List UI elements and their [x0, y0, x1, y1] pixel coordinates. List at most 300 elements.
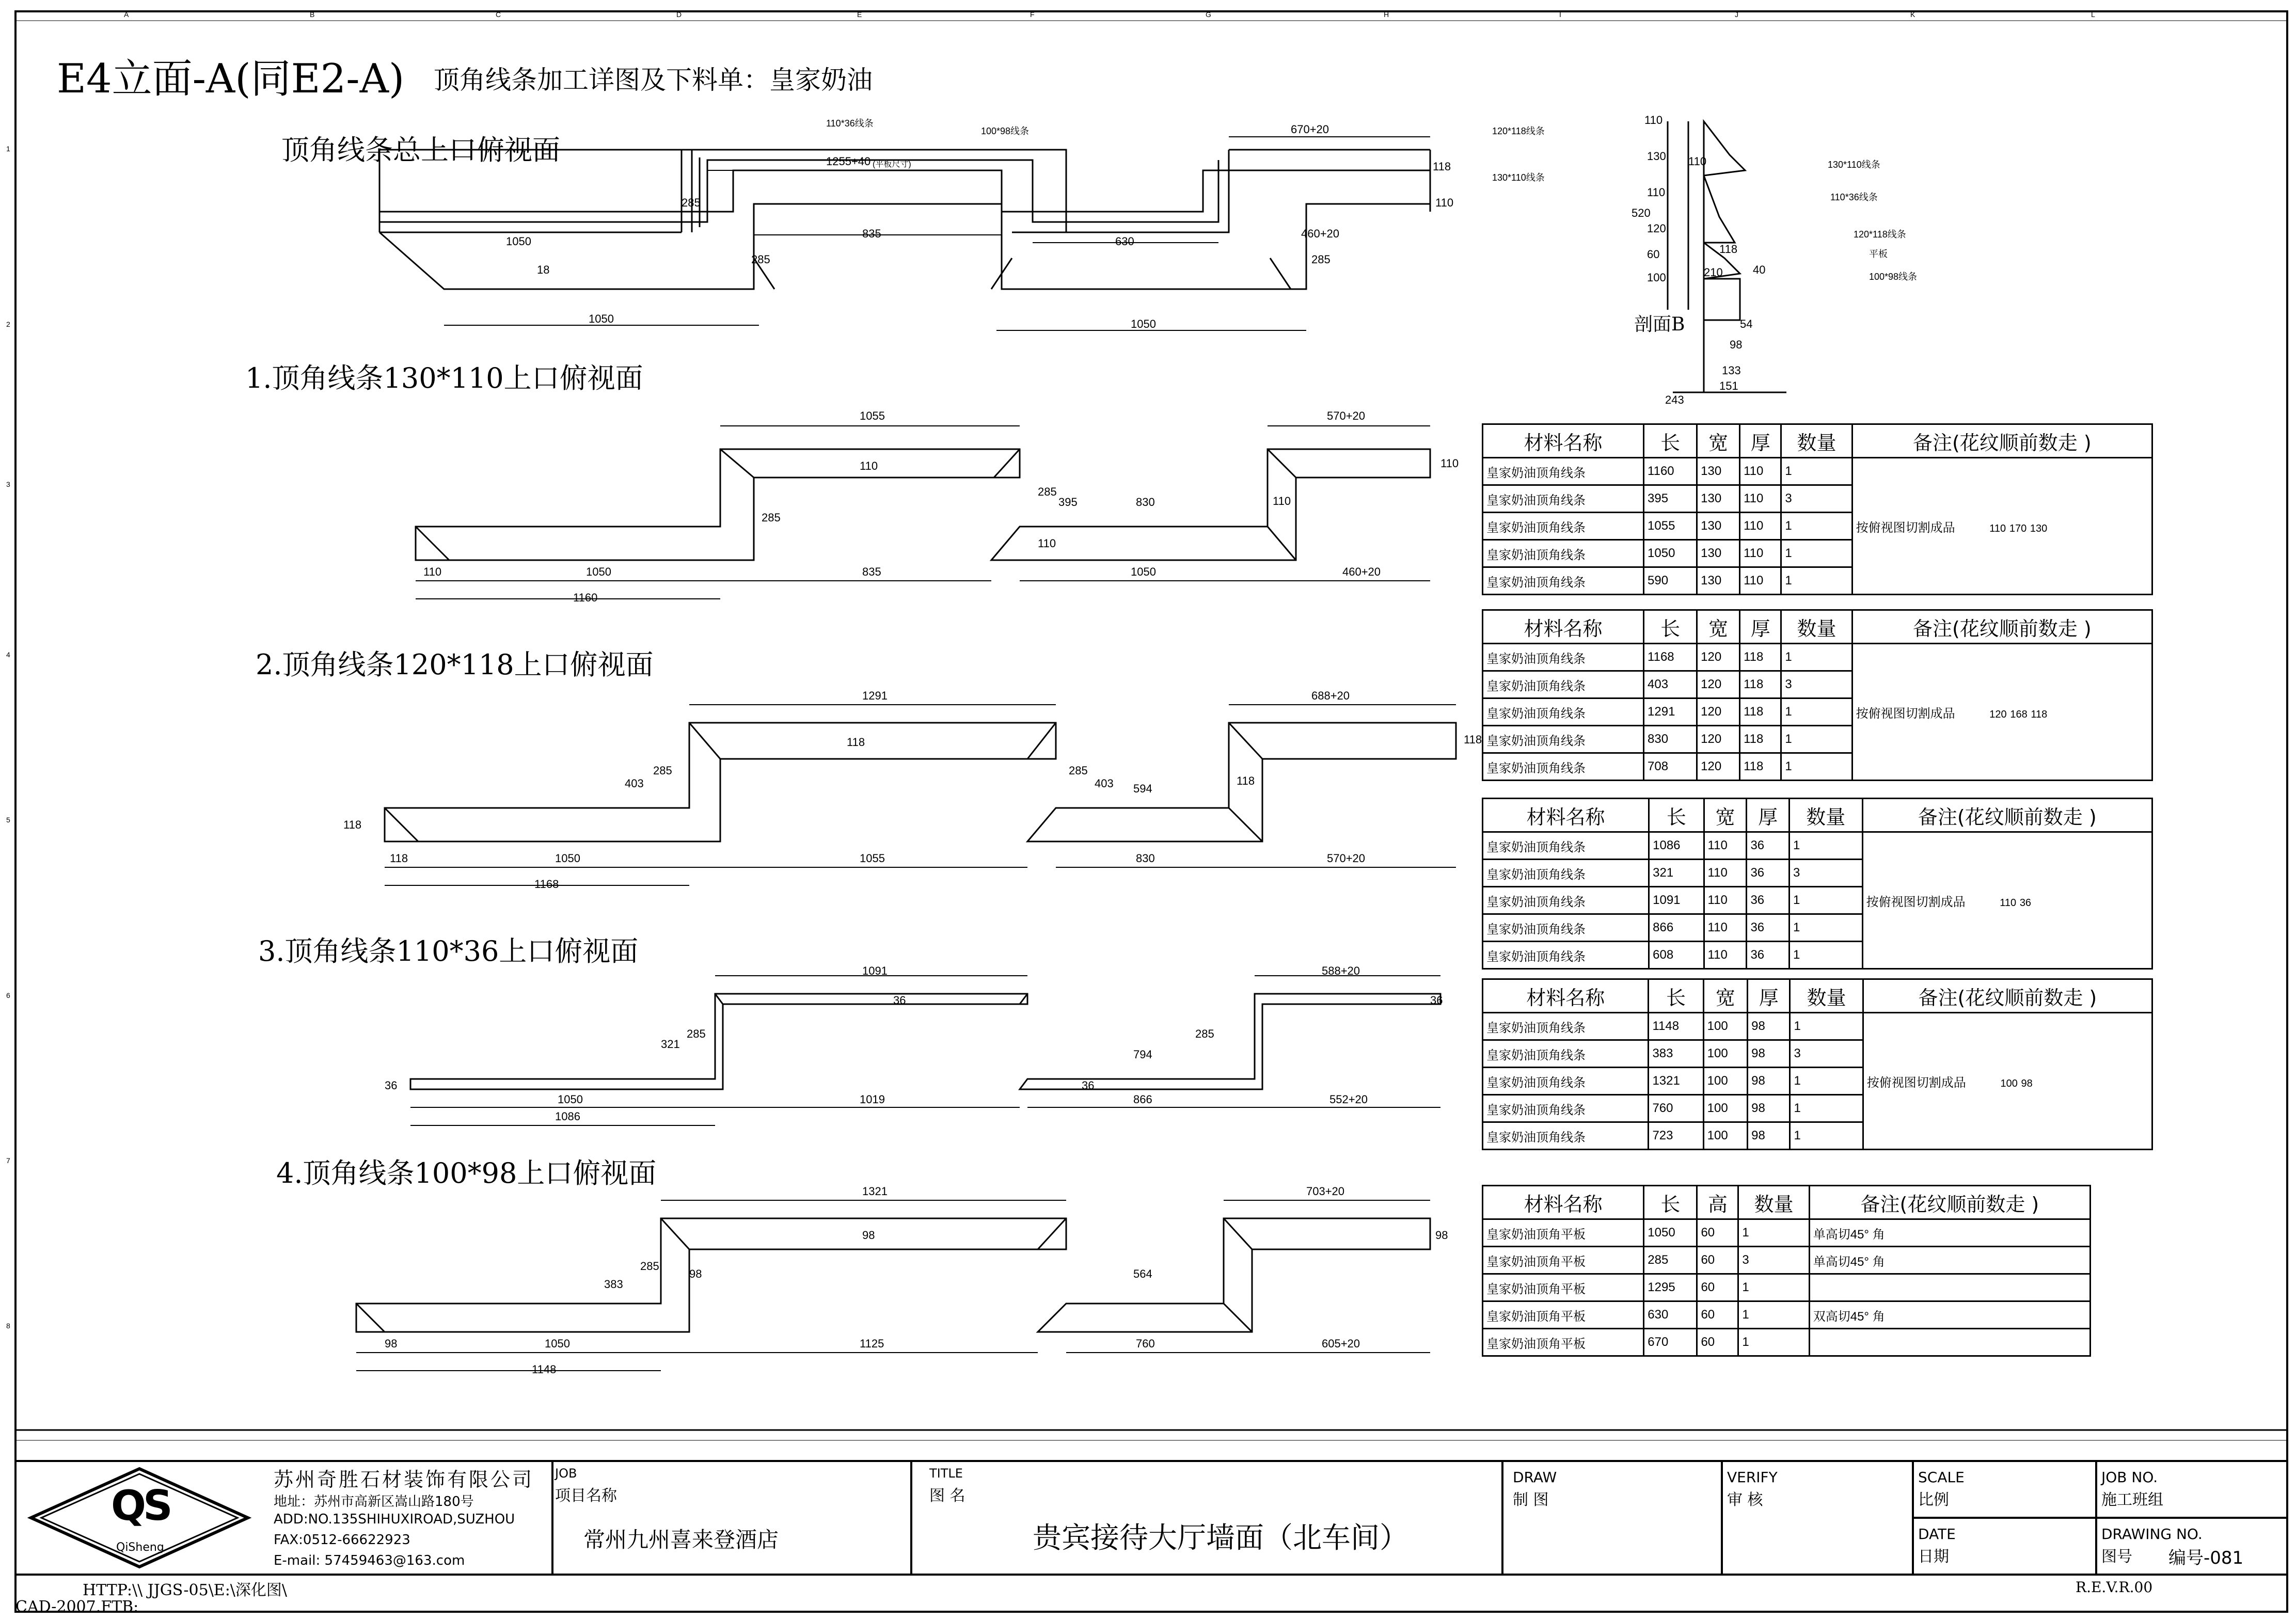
cell: 1 — [1789, 942, 1862, 969]
view1-dim: 110 — [1440, 457, 1459, 470]
cell: 1 — [1781, 644, 1852, 671]
view1-title: 1.顶角线条130*110上口俯视面 — [245, 362, 643, 394]
view4-dim: 1125 — [860, 1337, 884, 1350]
cell: 1 — [1790, 1068, 1863, 1095]
grid-col-label: F — [1030, 10, 1035, 19]
th: 备注(花纹顺前数走 ) — [1809, 1186, 2090, 1219]
th: 长 — [1644, 1186, 1697, 1219]
profile-dim: 168 — [2010, 708, 2028, 720]
cell: 110 — [1704, 914, 1747, 942]
section-dim: 110 — [1647, 186, 1666, 199]
section-dim: 60 — [1647, 248, 1660, 261]
cell: 皇家奶油顶角线条 — [1483, 513, 1644, 540]
cell: 110 — [1740, 458, 1781, 485]
profile-dim: 170 — [2009, 522, 2027, 534]
th: 备注(花纹顺前数走 ) — [1852, 424, 2152, 458]
view4-dim: 285 — [640, 1260, 659, 1273]
th: 数量 — [1789, 799, 1862, 832]
grid-col-label: D — [676, 10, 682, 19]
section-callout: 120*118线条 — [1854, 229, 1906, 240]
profile-dim: 118 — [2031, 708, 2048, 720]
table-row — [1483, 1219, 2091, 1247]
cell: 1 — [1781, 513, 1852, 540]
cell: 118 — [1740, 698, 1781, 726]
cell: 1 — [1738, 1274, 1809, 1301]
note-text: 按俯视图切割成品 — [1866, 895, 1966, 909]
cell: 1 — [1781, 567, 1852, 595]
cell: 皇家奶油顶角线条 — [1483, 567, 1644, 595]
section-dim: 120 — [1647, 222, 1666, 235]
view3-dim: 866 — [1133, 1093, 1152, 1106]
plan-dim: 18 — [537, 263, 550, 276]
section-dim: 210 — [1704, 266, 1723, 279]
scale-label-cn: 比例 — [1918, 1491, 1949, 1509]
logo-sub: QiSheng — [116, 1541, 164, 1554]
cell: 118 — [1740, 726, 1781, 753]
view2-dim: 118 — [343, 818, 362, 831]
date-label: DATE — [1918, 1526, 1956, 1543]
th: 高 — [1697, 1186, 1738, 1219]
th: 备注(花纹顺前数走 ) — [1863, 979, 2152, 1013]
view1-dim: 110 — [1038, 537, 1056, 550]
cell: 60 — [1697, 1301, 1738, 1329]
scale-label: SCALE — [1918, 1469, 1965, 1486]
th: 宽 — [1704, 799, 1747, 832]
cell: 60 — [1697, 1247, 1738, 1274]
th: 材料名称 — [1483, 799, 1649, 832]
cell: 110 — [1740, 567, 1781, 595]
cell: 723 — [1649, 1122, 1703, 1150]
view3-dim: 36 — [1430, 994, 1443, 1007]
cell: 36 — [1747, 914, 1790, 942]
view2-title: 2.顶角线条120*118上口俯视面 — [256, 648, 654, 681]
cell: 1321 — [1649, 1068, 1703, 1095]
view1-dim: 830 — [1136, 496, 1155, 509]
section-callout: 130*110线条 — [1828, 160, 1880, 170]
th: 数量 — [1790, 979, 1863, 1013]
view1-dim: 110 — [423, 565, 442, 578]
view4-dim: 1321 — [862, 1185, 888, 1198]
view1-dim: 110 — [860, 459, 878, 472]
table-row — [1483, 832, 2152, 860]
th: 长 — [1649, 799, 1704, 832]
cell: 1055 — [1644, 513, 1697, 540]
view1-dim: 1050 — [586, 565, 611, 578]
cell: 皇家奶油顶角线条 — [1483, 458, 1644, 485]
view3-dim: 794 — [1133, 1048, 1152, 1061]
plan-dim: 118 — [1433, 160, 1451, 173]
plan-callout: 100*98线条 — [981, 126, 1030, 136]
plan-title: 顶角线条总上口俯视面 — [281, 134, 560, 166]
view1-dim: 460+20 — [1342, 565, 1381, 578]
table-row — [1483, 1013, 2152, 1040]
table-row — [1483, 1274, 2091, 1301]
cell: 1091 — [1649, 887, 1704, 914]
th: 厚 — [1747, 799, 1790, 832]
grid-row-label: 6 — [6, 991, 10, 999]
cell: 110 — [1740, 513, 1781, 540]
cell: 皇家奶油顶角平板 — [1483, 1301, 1644, 1329]
cell: 1050 — [1644, 1219, 1697, 1247]
cell: 100 — [1703, 1122, 1747, 1150]
th: 数量 — [1781, 610, 1852, 644]
section-dim: 130 — [1647, 150, 1666, 163]
note-text: 按俯视图切割成品 — [1866, 1075, 1966, 1090]
cell: 1160 — [1644, 458, 1697, 485]
section-dim: 151 — [1719, 379, 1738, 392]
cell: 100 — [1703, 1068, 1747, 1095]
profile-dim: 100 — [2000, 1077, 2018, 1089]
section-callout: 平板 — [1869, 249, 1888, 259]
th: 材料名称 — [1483, 979, 1649, 1013]
cell: 1 — [1738, 1329, 1809, 1356]
plan-dim: 285 — [751, 253, 770, 266]
view4-dim: 605+20 — [1322, 1337, 1360, 1350]
cell: 皇家奶油顶角平板 — [1483, 1274, 1644, 1301]
view4-dim: 98 — [689, 1267, 702, 1280]
plan-dim: 285 — [682, 196, 701, 209]
th: 备注(花纹顺前数走 ) — [1852, 610, 2152, 644]
profile-dim: 130 — [2030, 522, 2048, 534]
table-row — [1483, 1301, 2091, 1329]
th: 数量 — [1738, 1186, 1809, 1219]
cell: 110 — [1704, 860, 1747, 887]
th: 厚 — [1740, 424, 1781, 458]
section-label: 剖面B — [1634, 314, 1685, 335]
profile-dim: 120 — [1989, 708, 2007, 720]
table-row — [1483, 644, 2152, 671]
plan-callout: 110*36线条 — [826, 118, 874, 129]
view3-dim: 588+20 — [1322, 964, 1360, 977]
cell: 1086 — [1649, 832, 1704, 860]
view2-dim: 403 — [625, 777, 644, 790]
cell: 100 — [1703, 1095, 1747, 1122]
cell: 670 — [1644, 1329, 1697, 1356]
cell: 395 — [1644, 485, 1697, 513]
rev-info: R.E.V.R.00 — [2076, 1579, 2153, 1596]
view1-dim: 285 — [1038, 485, 1057, 498]
th: 材料名称 — [1483, 1186, 1644, 1219]
cell: 皇家奶油顶角线条 — [1483, 832, 1649, 860]
cell: 皇家奶油顶角线条 — [1483, 726, 1644, 753]
grid-row-label: 3 — [6, 480, 10, 488]
cell: 1148 — [1649, 1013, 1703, 1040]
view3-dim: 1019 — [860, 1093, 885, 1106]
cell: 1 — [1789, 887, 1862, 914]
cell: 1 — [1738, 1301, 1809, 1329]
cell: 皇家奶油顶角线条 — [1483, 671, 1644, 698]
cell: 866 — [1649, 914, 1704, 942]
cell: 皇家奶油顶角线条 — [1483, 914, 1649, 942]
cell: 110 — [1740, 485, 1781, 513]
plan-callout: 120*118线条 — [1492, 126, 1545, 136]
cell: 皇家奶油顶角平板 — [1483, 1329, 1644, 1356]
section-dim: 110 — [1644, 114, 1663, 126]
section-dim: 40 — [1753, 263, 1766, 276]
view2-dim: 118 — [847, 736, 865, 749]
cell: 130 — [1697, 458, 1740, 485]
view2-dim: 570+20 — [1327, 852, 1366, 865]
company-name: 苏州奇胜石材装饰有限公司 — [274, 1468, 534, 1491]
view1-dim: 1055 — [860, 409, 885, 422]
view2-dim: 118 — [1464, 733, 1482, 746]
view4-dim: 1050 — [545, 1337, 570, 1350]
cell: 1050 — [1644, 540, 1697, 567]
table-row — [1483, 1247, 2091, 1274]
plan-dim: 835 — [862, 227, 881, 240]
table-row — [1483, 1329, 2091, 1356]
cell: 60 — [1697, 1219, 1738, 1247]
cell: 1 — [1781, 540, 1852, 567]
cell: 皇家奶油顶角线条 — [1483, 942, 1649, 969]
job-label-cn: 项目名称 — [555, 1487, 617, 1505]
th: 材料名称 — [1483, 610, 1644, 644]
grid-col-label: G — [1206, 10, 1211, 19]
cell: 118 — [1740, 644, 1781, 671]
view4-dim: 760 — [1136, 1337, 1155, 1350]
cell: 皇家奶油顶角线条 — [1483, 753, 1644, 781]
grid-row-label: 4 — [6, 650, 10, 659]
grid-col-label: L — [2091, 10, 2095, 19]
cell — [1809, 1329, 2090, 1356]
view4-dim: 564 — [1133, 1267, 1152, 1280]
cell: 130 — [1697, 567, 1740, 595]
view4-title: 4.顶角线条100*98上口俯视面 — [276, 1157, 657, 1189]
material-table-1 — [1482, 423, 2153, 595]
grid-row-label: 1 — [6, 145, 10, 153]
view4-dim: 98 — [1435, 1229, 1448, 1242]
cad-info: CAD-2007.FTB: — [15, 1598, 139, 1616]
cell: 1 — [1781, 726, 1852, 753]
cell: 403 — [1644, 671, 1697, 698]
view3-lines — [410, 994, 1440, 1089]
view2-dim: 1055 — [860, 852, 885, 865]
cell: 120 — [1697, 698, 1740, 726]
view2-dim: 118 — [1237, 774, 1255, 787]
profile-dim: 36 — [2019, 897, 2032, 909]
cell: 1 — [1781, 753, 1852, 781]
view4-dim: 703+20 — [1306, 1185, 1345, 1198]
dwgno-value: 编号-081 — [2168, 1548, 2244, 1568]
view3-dim: 321 — [661, 1038, 680, 1051]
plan-dim: 1050 — [1131, 317, 1156, 330]
sheet-subtitle: 顶角线条加工详图及下料单：皇家奶油 — [434, 65, 873, 95]
jobno-label-cn: 施工班组 — [2101, 1491, 2163, 1509]
cell: 1 — [1781, 698, 1852, 726]
view3-dim: 285 — [687, 1027, 706, 1040]
cell: 630 — [1644, 1301, 1697, 1329]
cell: 100 — [1703, 1013, 1747, 1040]
note-cell — [1862, 832, 2152, 969]
grid-row-label: 7 — [6, 1156, 10, 1165]
cell: 830 — [1644, 726, 1697, 753]
cell: 1 — [1790, 1122, 1863, 1150]
view4-dim: 383 — [604, 1278, 623, 1291]
view2-dim: 1168 — [534, 878, 559, 891]
date-label-cn: 日期 — [1918, 1548, 1949, 1566]
section-dim: 520 — [1632, 207, 1651, 219]
th: 数量 — [1781, 424, 1852, 458]
material-table-4 — [1482, 978, 2153, 1150]
cell: 皇家奶油顶角线条 — [1483, 1040, 1649, 1068]
cell: 36 — [1747, 942, 1790, 969]
view2-dim: 1291 — [862, 689, 888, 702]
cell: 120 — [1697, 671, 1740, 698]
cell: 1295 — [1644, 1274, 1697, 1301]
material-table-3 — [1482, 798, 2153, 970]
cell: 36 — [1747, 860, 1790, 887]
cell: 1 — [1790, 1095, 1863, 1122]
cell: 3 — [1781, 485, 1852, 513]
cell: 1 — [1789, 832, 1862, 860]
note-text: 按俯视图切割成品 — [1856, 520, 1955, 535]
view2-lines — [385, 723, 1456, 841]
cell: 120 — [1697, 726, 1740, 753]
profile-dim: 110 — [1989, 522, 2006, 534]
view1-dim: 570+20 — [1327, 409, 1366, 422]
title-label: TITLE — [929, 1466, 963, 1481]
section-dim: 100 — [1647, 271, 1666, 284]
th: 宽 — [1697, 610, 1740, 644]
view1-dim: 835 — [862, 565, 881, 578]
company-fax: FAX:0512-66622923 — [274, 1532, 410, 1548]
grid-col-label: I — [1559, 10, 1561, 19]
grid-row-label: 5 — [6, 816, 10, 824]
view3-dim: 1050 — [558, 1093, 583, 1106]
cell: 36 — [1747, 887, 1790, 914]
section-dim: 243 — [1665, 393, 1684, 406]
view3-title: 3.顶角线条110*36上口俯视面 — [258, 935, 639, 967]
section-dim: 110 — [1688, 155, 1707, 168]
plan-dim: 670+20 — [1291, 123, 1329, 136]
view2-dim: 1050 — [555, 852, 580, 865]
cell: 98 — [1748, 1013, 1790, 1040]
section-callout: 110*36线条 — [1830, 192, 1878, 202]
view2-dim: 403 — [1095, 777, 1114, 790]
cell: 760 — [1649, 1095, 1703, 1122]
title-value: 贵宾接待大厅墙面（北车间） — [1033, 1521, 1408, 1555]
cell: 110 — [1704, 832, 1747, 860]
cell: 双高切45° 角 — [1809, 1301, 2090, 1329]
cell: 98 — [1748, 1040, 1790, 1068]
cell: 60 — [1697, 1274, 1738, 1301]
cell: 60 — [1697, 1329, 1738, 1356]
section-b-lines — [1668, 121, 1786, 392]
company-address: 地址：苏州市高新区嵩山路180号 — [274, 1494, 474, 1510]
note-cell — [1852, 458, 2152, 595]
note-text: 按俯视图切割成品 — [1856, 706, 1955, 721]
th: 厚 — [1748, 979, 1790, 1013]
cell: 3 — [1789, 860, 1862, 887]
grid-col-label: K — [1910, 10, 1915, 19]
cell: 130 — [1697, 540, 1740, 567]
cell: 98 — [1748, 1095, 1790, 1122]
plan-dim: 1050 — [589, 312, 614, 325]
material-table-5 — [1482, 1185, 2091, 1357]
job-value: 常州九州喜来登酒店 — [583, 1527, 779, 1552]
jobno-label: JOB NO. — [2101, 1469, 2158, 1486]
th: 宽 — [1703, 979, 1747, 1013]
cell: 1 — [1789, 914, 1862, 942]
view3-dim: 36 — [1082, 1079, 1095, 1092]
cell: 皇家奶油顶角线条 — [1483, 698, 1644, 726]
cell: 单高切45° 角 — [1809, 1219, 2090, 1247]
cell: 708 — [1644, 753, 1697, 781]
view1-dim: 395 — [1058, 496, 1078, 509]
view1-dim: 1050 — [1131, 565, 1156, 578]
view3-dim: 36 — [385, 1079, 398, 1092]
grid-col-label: J — [1735, 10, 1738, 19]
cell: 1168 — [1644, 644, 1697, 671]
cell: 皇家奶油顶角线条 — [1483, 644, 1644, 671]
profile-dim: 110 — [2000, 897, 2017, 909]
grid-col-label: B — [310, 10, 315, 19]
cell: 110 — [1740, 540, 1781, 567]
view1-dim: 110 — [1273, 495, 1291, 507]
cell: 3 — [1738, 1247, 1809, 1274]
cell — [1809, 1274, 2090, 1301]
table-row — [1483, 458, 2152, 485]
draw-label-cn: 制 图 — [1513, 1491, 1549, 1509]
cell: 118 — [1740, 753, 1781, 781]
cell: 36 — [1747, 832, 1790, 860]
company-address-en: ADD:NO.135SHIHUXIROAD,SUZHOU — [274, 1512, 515, 1527]
grid-col-label: A — [124, 10, 129, 19]
view2-dim: 830 — [1136, 852, 1155, 865]
cell: 98 — [1748, 1068, 1790, 1095]
view1-dim: 285 — [762, 511, 781, 524]
grid-col-label: H — [1384, 10, 1389, 19]
plan-dim: 460+20 — [1301, 227, 1340, 240]
view3-dim: 1091 — [862, 964, 888, 977]
cell: 118 — [1740, 671, 1781, 698]
material-table-2 — [1482, 609, 2153, 781]
cell: 100 — [1703, 1040, 1747, 1068]
http-path: HTTP:\\ JJGS-05\E:\深化图\ — [83, 1581, 288, 1599]
plan-dim: 630 — [1115, 235, 1134, 248]
th: 材料名称 — [1483, 424, 1644, 458]
cell: 单高切45° 角 — [1809, 1247, 2090, 1274]
cell: 110 — [1704, 887, 1747, 914]
draw-label: DRAW — [1513, 1469, 1557, 1486]
cell: 590 — [1644, 567, 1697, 595]
cell: 120 — [1697, 753, 1740, 781]
job-label: JOB — [555, 1466, 577, 1481]
th: 长 — [1644, 610, 1697, 644]
cell: 皇家奶油顶角线条 — [1483, 1013, 1649, 1040]
cell: 383 — [1649, 1040, 1703, 1068]
section-dim: 118 — [1719, 243, 1738, 256]
note-cell — [1852, 644, 2152, 781]
verify-label-cn: 审 核 — [1727, 1491, 1763, 1509]
plan-dim: 110 — [1435, 196, 1454, 209]
logo-text: QS — [111, 1482, 170, 1530]
dwgno-label-cn: 图号 — [2101, 1548, 2132, 1566]
th: 长 — [1644, 424, 1697, 458]
cell: 皇家奶油顶角线条 — [1483, 540, 1644, 567]
title-label-cn: 图 名 — [929, 1487, 965, 1505]
view4-dim: 98 — [385, 1337, 398, 1350]
cell: 1 — [1790, 1013, 1863, 1040]
grid-col-label: E — [857, 10, 862, 19]
cell: 1 — [1781, 458, 1852, 485]
cell: 3 — [1790, 1040, 1863, 1068]
cell: 3 — [1781, 671, 1852, 698]
section-dim: 54 — [1740, 317, 1753, 330]
grid-row-label: 8 — [6, 1322, 10, 1330]
view2-dim: 285 — [653, 764, 672, 777]
sheet-code: E4立面-A(同E2-A) — [57, 56, 405, 102]
